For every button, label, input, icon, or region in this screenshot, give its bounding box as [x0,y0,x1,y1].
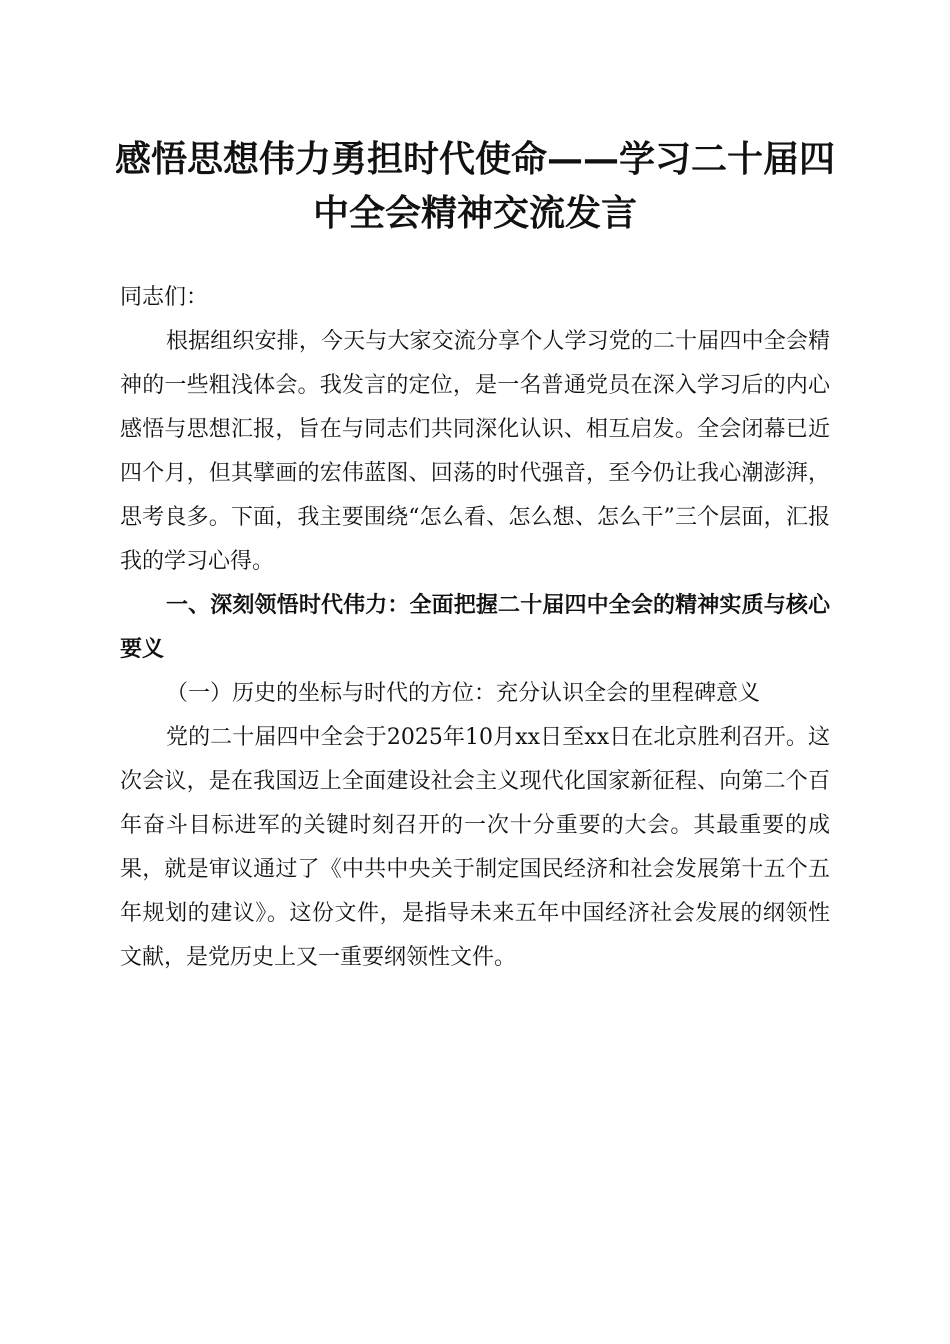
intro-paragraph: 根据组织安排，今天与大家交流分享个人学习党的二十届四中全会精神的一些粗浅体会。我发言的定位，是一名普通党员在深入学习后的内心感悟与思想汇报，旨在与同志们共同深化认识、相互启发。全会闭幕已近四个月，但其擘画的宏伟蓝图、回荡的时代强音，至今仍让我心潮澎湃，思考良多。下面，我主要围绕“怎么看、怎么想、怎么干”三个层面，汇报我的学习心得。 [120,329,830,574]
subsection-paragraph: 党的二十届四中全会于2025年10月xx日至xx日在北京胜利召开。这次会议，是在我国迈上全面建设社会主义现代化国家新征程、向第二个百年奋斗目标进军的关键时刻召开的一次十分重要的大会。其最重要的成果，就是审议通过了《中共中央关于制定国民经济和社会发展第十五个五年规划的建议》。这份文件，是指导未来五年中国经济社会发展的纲领性文献，是党历史上又一重要纲领性文件。 [120,725,830,970]
document-body [120,276,830,980]
section-heading: 一、深刻领悟时代伟力：全面把握二十届四中全会的精神实质与核心要义 [120,593,830,662]
document-title: 感悟思想伟力勇担时代使命——学习二十届四中全会精神交流发言 [114,138,835,234]
subsection-heading: （一）历史的坐标与时代的方位：充分认识全会的里程碑意义 [166,681,761,706]
salutation: 同志们： [120,285,209,310]
